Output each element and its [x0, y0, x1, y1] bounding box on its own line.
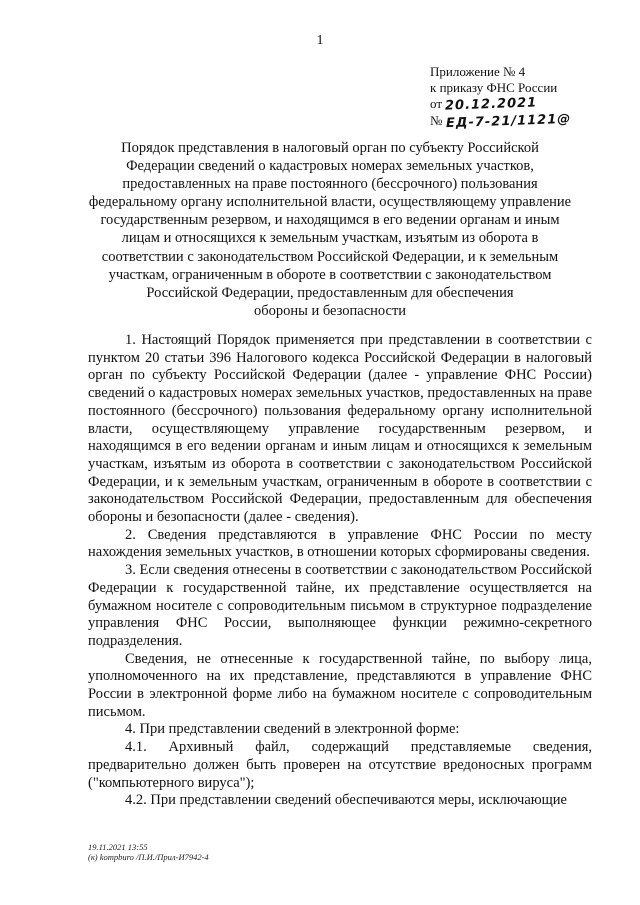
number-prefix: № [430, 113, 443, 128]
title-line: федеральному органу исполнительной власти, осуществляющему управление [88, 194, 572, 211]
footer-timestamp: 19.11.2021 13:55 [88, 842, 148, 852]
page-number: 1 [316, 33, 324, 48]
title-line: обороны и безопасности [253, 302, 407, 319]
document-title [80, 139, 580, 320]
handwritten-date: 20.12.2021 [445, 95, 538, 114]
paragraph-2: 2. Сведения представляются в управление ФНС России по месту нахождения земельных участков, в отношении которых сформированы сведения. [88, 526, 592, 561]
footer-reference: (к) kompburo /П.И./Прил-И7942-4 [88, 852, 209, 862]
appendix-date-line [430, 96, 630, 113]
title-line: государственным резервом, и находящимся в его ведении органам и иным [100, 212, 560, 229]
title-line: участкам, ограниченным в обороте в соответствии с законодательством [108, 266, 552, 283]
paragraph-3: 3. Если сведения отнесены в соответствии с законодательством Российской Федерации к государственной тайне, их представление осуществляется на бумажном носителе с сопроводительным письмом в структурное подразделение управления ФНС России, выполняющее функции режимно-секретного подразделения. [88, 562, 592, 649]
document-footer [88, 842, 209, 862]
appendix-number-line [430, 113, 630, 130]
paragraph-4-2: 4.2. При представлении сведений обеспечиваются меры, исключающие [125, 792, 567, 809]
title-line: Порядок представления в налоговый орган по субъекту Российской [121, 140, 539, 156]
appendix-title: Приложение № 4 [430, 64, 526, 79]
title-line: предоставленных на праве постоянного (бессрочного) пользования [122, 176, 538, 193]
title-line: Федерации сведений о кадастровых номерах земельных участков, [126, 158, 534, 175]
title-line: соответствии с законодательством Российской Федерации, и к земельным [101, 248, 559, 265]
title-line: Российской Федерации, предоставленным для обеспечения [146, 284, 514, 301]
appendix-order-reference: к приказу ФНС России [430, 80, 558, 95]
paragraph-1: 1. Настоящий Порядок применяется при представлении в соответствии с пунктом 20 статьи 396 Налогового кодекса Российской Федерации в налоговый орган по субъекту Российской Федерации (далее - управление ФНС России) сведений о кадастровых номерах земельных участков, предоставленных на праве постоянного (бессрочного) пользования федеральному органу исполнительной власти, осуществляющему управление государственным резервом, и находящимся в его ведении органам и иным лицам и относящихся к земельным участкам, изъятым из оборота в соответствии с законодательством Российской Федерации, и к земельным участкам, ограниченным в обороте в соответствии с законодательством Российской Федерации, предоставленным для обеспечения обороны и безопасности (далее - сведения). [88, 332, 592, 526]
date-prefix: от [430, 96, 443, 111]
document-body [88, 332, 592, 810]
appendix-block [430, 64, 630, 130]
handwritten-order-number: ЕД-7-21/1121@ [445, 111, 572, 132]
paragraph-3-continuation: Сведения, не отнесенные к государственной тайне, по выбору лица, уполномоченного на их представление, представляются в управление ФНС России в электронной форме либо на бумажном носителе с сопроводительным письмом. [88, 650, 592, 720]
title-line: лицам и относящихся к земельным участкам, изъятым из оборота в [121, 230, 539, 247]
paragraph-4: 4. При представлении сведений в электронной форме: [125, 721, 460, 738]
paragraph-4-1: 4.1. Архивный файл, содержащий представляемые сведения, предварительно должен быть проверен на отсутствие вредоносных программ ("компьютерного вируса"); [88, 739, 592, 791]
